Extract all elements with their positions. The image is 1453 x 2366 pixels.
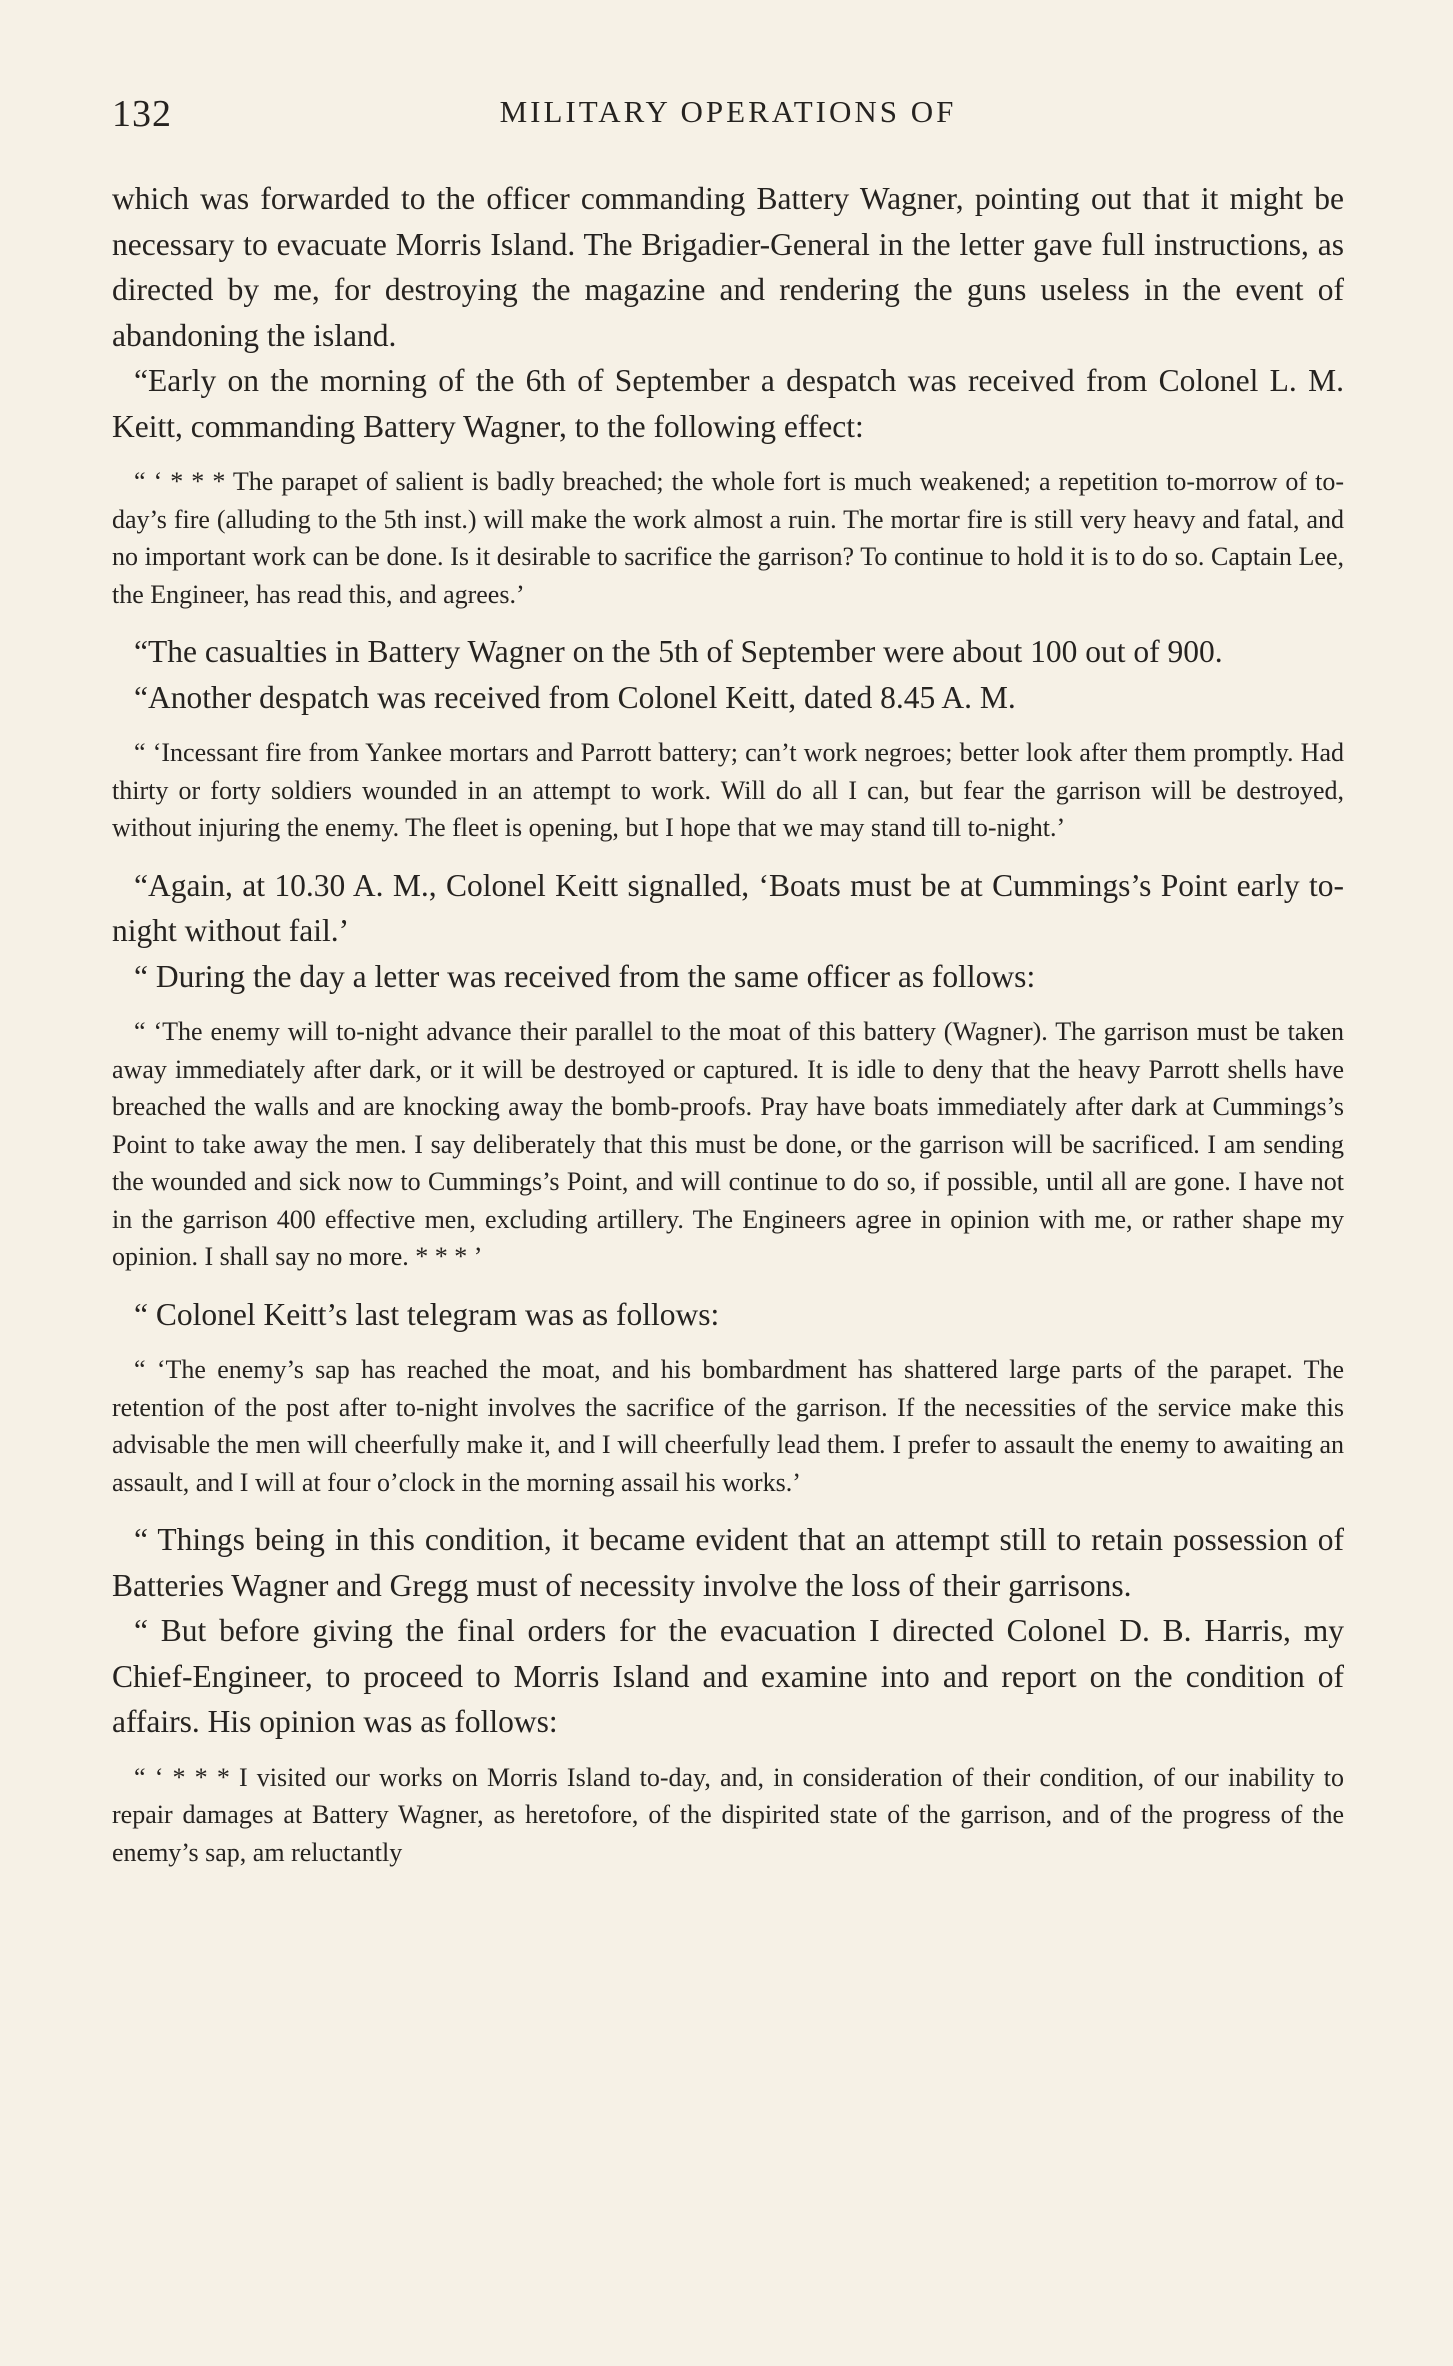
paragraph: “Again, at 10.30 A. M., Colonel Keitt signalled, ‘Boats must be at Cummings’s Point early to-night without fail.’ <box>112 867 1344 948</box>
page-body <box>112 176 1344 1887</box>
paragraph: which was forwarded to the officer commanding Battery Wagner, pointing out that it might be necessary to evacuate Morris Island. The Brigadier-General in the letter gave full instructions, as directed by me, for destroying the magazine and rendering the guns useless in the event of abandoning the island. <box>112 181 1344 353</box>
block-quote: “ ‘The enemy’s sap has reached the moat, and his bombardment has shattered large parts of the parapet. The retention of the post after to-night involves the sacrifice of the garrison. If the necessities of the service make this advisable the men will cheerfully make it, and I will cheerfully lead them. I prefer to assault the enemy to awaiting an assault, and I will at four o’clock in the morning assail his works.’ <box>112 1355 1344 1497</box>
running-head: MILITARY OPERATIONS OF <box>499 94 957 129</box>
block-quote: “ ‘ * * * I visited our works on Morris Island to-day, and, in consideration of their condition, of our inability to repair damages at Battery Wagner, as heretofore, of the dispirited state of the garrison, and of the progress of the enemy’s sap, am reluctantly <box>112 1762 1344 1867</box>
paragraph: “ During the day a letter was received from the same officer as follows: <box>134 958 1036 994</box>
block-quote: “ ‘Incessant fire from Yankee mortars and Parrott battery; can’t work negroes; better look after them promptly. Had thirty or forty soldiers wounded in an attempt to work. Will do all I can, but fear the garrison will be destroyed, without injuring the enemy. The fleet is opening, but I hope that we may stand till to-night.’ <box>112 738 1344 842</box>
paragraph: “The casualties in Battery Wagner on the 5th of September were about 100 out of 900. <box>134 634 1223 669</box>
block-quote: “ ‘ * * * The parapet of salient is badly breached; the whole fort is much weakened; a repetition to-morrow of to-day’s fire (alluding to the 5th inst.) will make the work almost a ruin. The mortar fire is still very heavy and fatal, and no important work can be done. Is it desirable to sacrifice the garrison? To continue to hold it is to do so. Captain Lee, the Engineer, has read this, and agrees.’ <box>112 467 1344 609</box>
page-number: 132 <box>112 93 172 135</box>
paragraph: “ Things being in this condition, it became evident that an attempt still to retain possession of Batteries Wagner and Gregg must of necessity involve the loss of their garrisons. <box>112 1522 1344 1603</box>
block-quote: “ ‘The enemy will to-night advance their parallel to the moat of this battery (Wagner). The garrison must be taken away immediately after dark, or it will be destroyed or captured. It is idle to deny that the heavy Parrott shells have breached the walls and are knocking away the bomb-proofs. Pray have boats immediately after dark at Cummings’s Point to take away the men. I say deliberately that this must be done, or the garrison will be sacrificed. I am sending the wounded and sick now to Cummings’s Point, and will continue to do so, if possible, until all are gone. I have not in the garrison 400 effective men, excluding artillery. The Engineers agree in opinion with me, or rather shape my opinion. I shall say no more. * * * ’ <box>112 1017 1344 1271</box>
paragraph: “ Colonel Keitt’s last telegram was as follows: <box>134 1296 720 1332</box>
paragraph: “Early on the morning of the 6th of September a despatch was received from Colonel L. M. Keitt, commanding Battery Wagner, to the following effect: <box>112 363 1344 444</box>
paragraph: “ But before giving the final orders for the evacuation I directed Colonel D. B. Harris, my Chief-Engineer, to proceed to Morris Island and examine into and report on the condition of affairs. His opinion was as follows: <box>112 1613 1344 1739</box>
page-header <box>112 92 1344 142</box>
paragraph: “Another despatch was received from Colonel Keitt, dated 8.45 A. M. <box>134 679 1016 715</box>
